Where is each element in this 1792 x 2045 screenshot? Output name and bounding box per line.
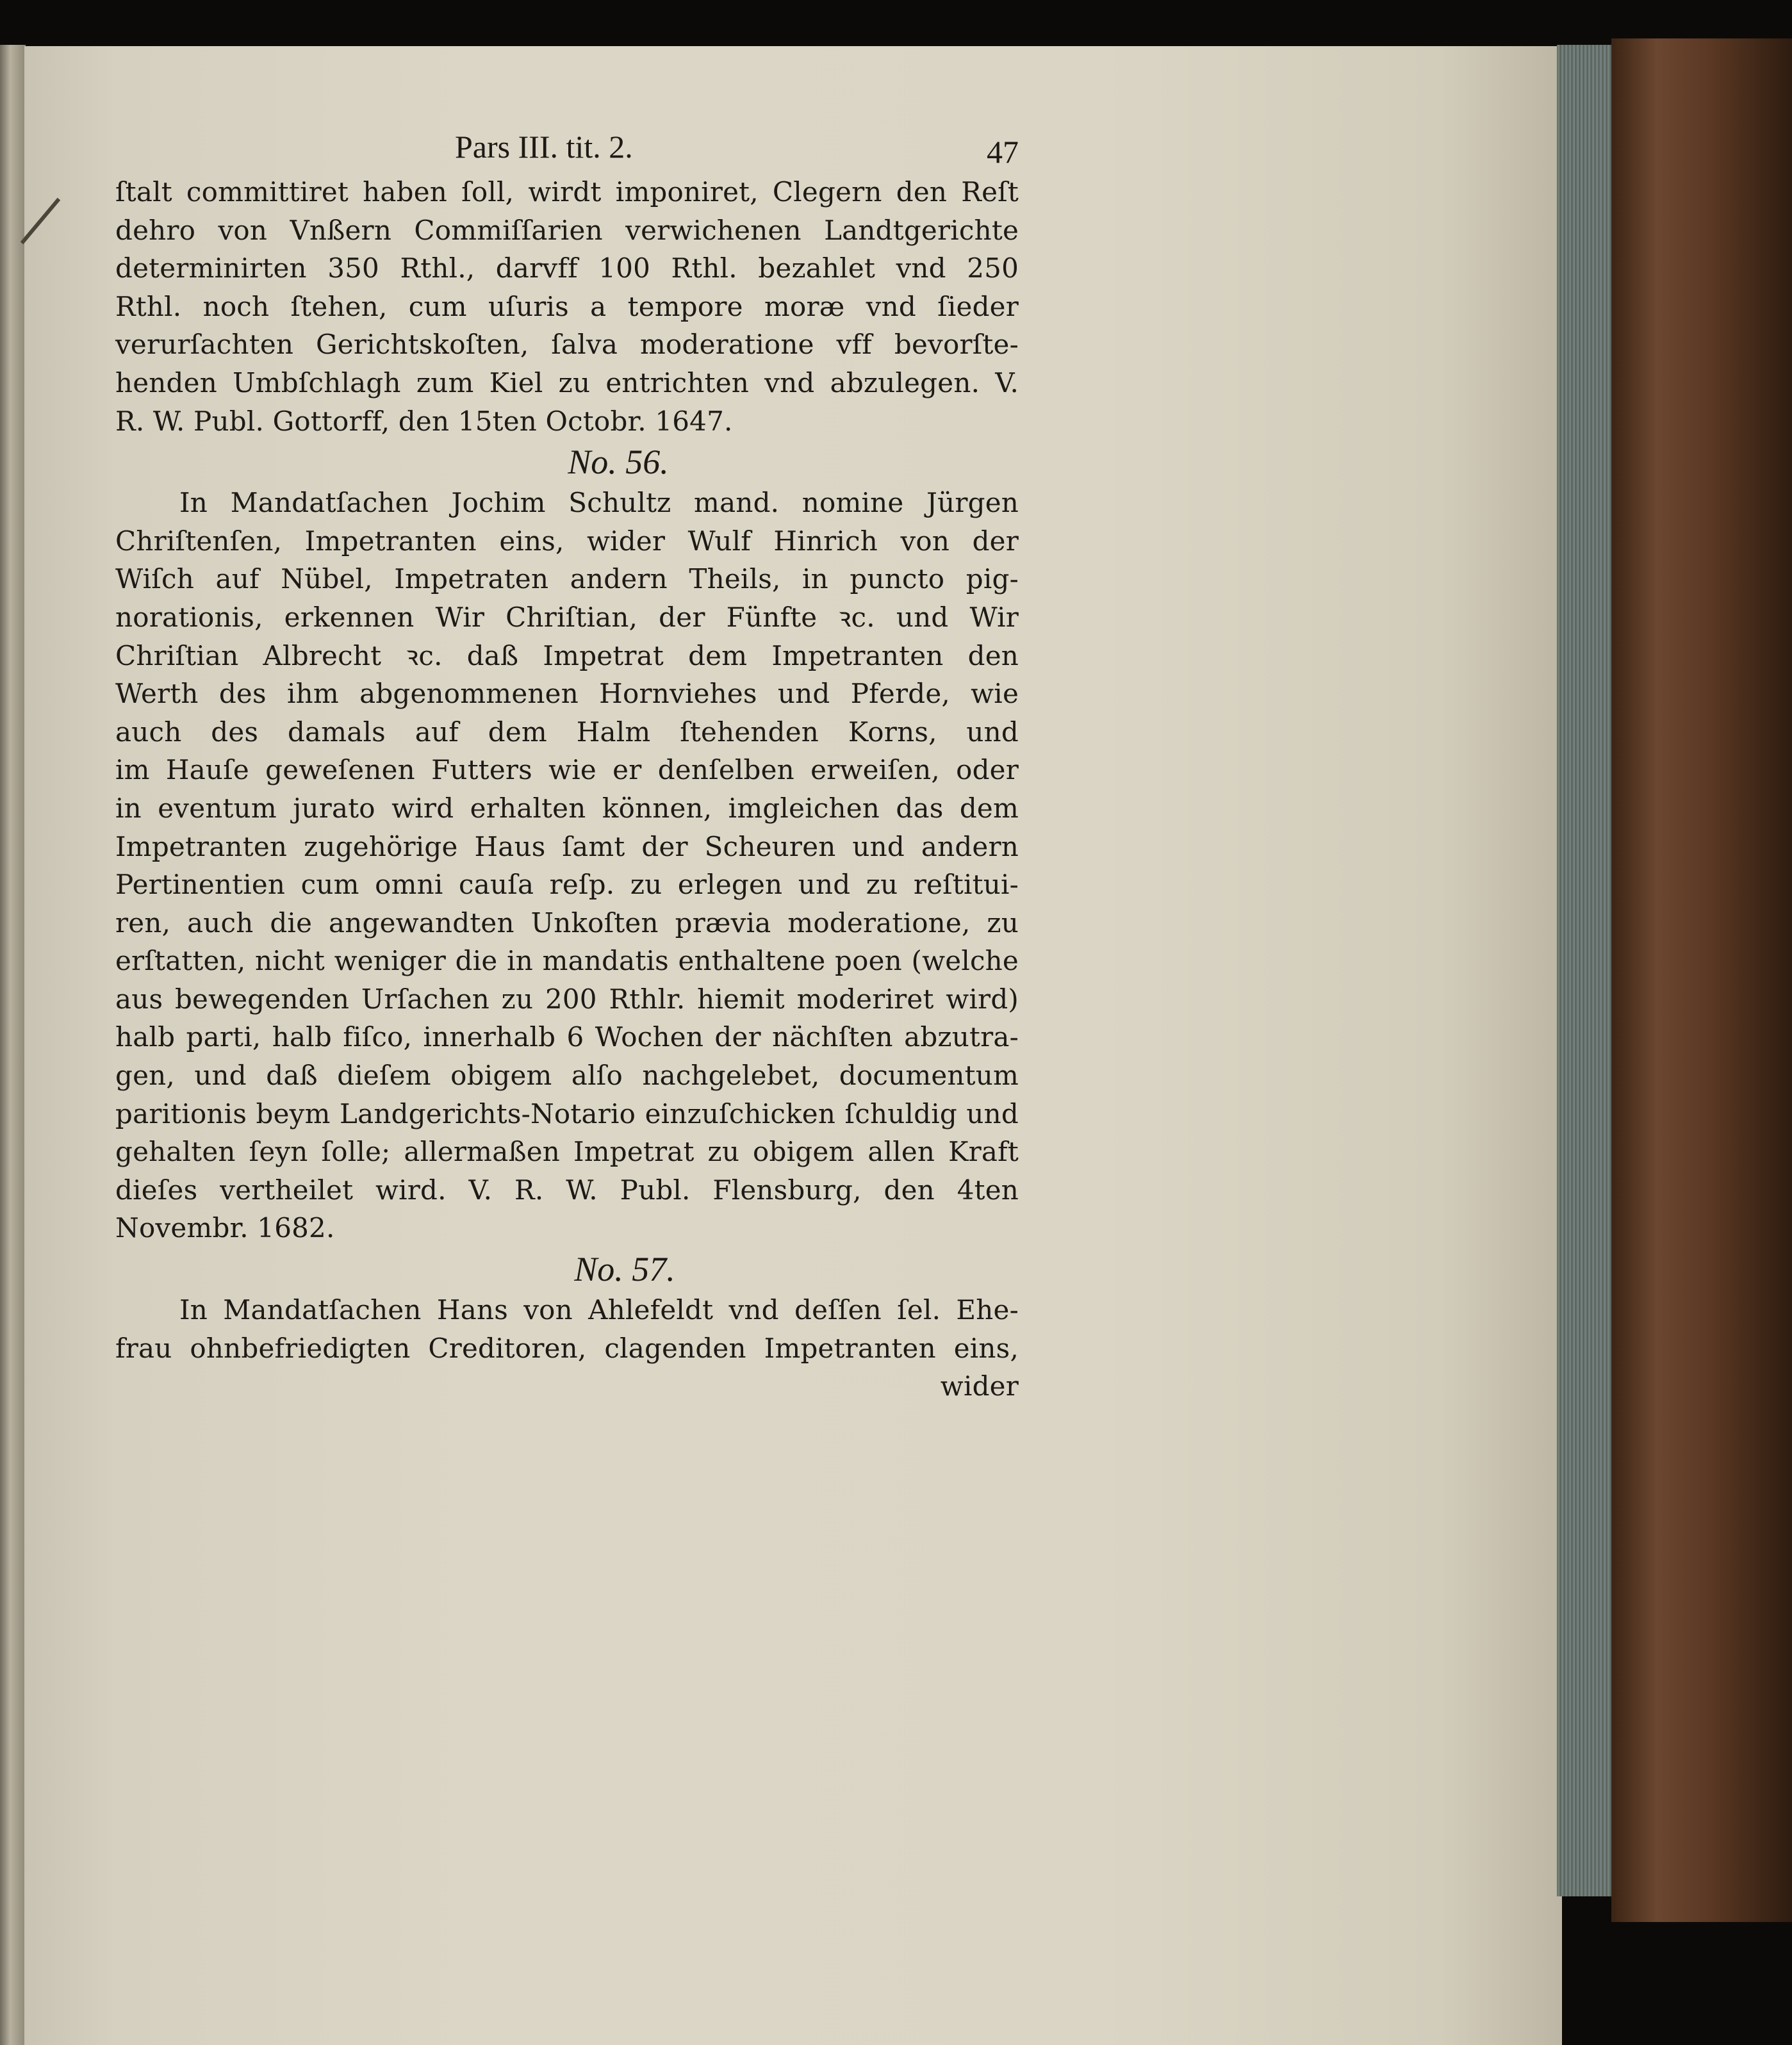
- text-line: Chriſtian Albrecht ꝛc. daß Impetrat dem Impetranten den: [115, 639, 1019, 671]
- text-line: erſtatten, nicht weniger die in mandatis enthaltene poen (welche: [115, 945, 1019, 977]
- text-line: R. W. Publ. Gottorff, den 15ten Octobr. 1647.: [115, 405, 733, 437]
- text-line: In Mandatſachen Jochim Schultz mand. nomine Jürgen: [179, 487, 1019, 519]
- text-line: im Hauſe geweſenen Futters wie er denſelben erweiſen, oder: [115, 754, 1019, 786]
- text-line: Impetranten zugehörige Haus ſamt der Scheuren und andern: [115, 830, 1019, 862]
- text-line: henden Umbſchlagh zum Kiel zu entrichten vnd abzulegen. V.: [115, 366, 1019, 398]
- text-line: Rthl. noch ſtehen, cum uſuris a tempore moræ vnd ſieder: [115, 290, 1019, 322]
- section-56-paragraph: [115, 484, 1019, 1247]
- text-line: paritionis beym Landgerichts-Notario einzuſchicken ſchuldig und: [115, 1097, 1019, 1129]
- text-line: ren, auch die angewandten Unkoſten prævia moderatione, zu: [115, 907, 1019, 939]
- text-line: dieſes vertheilet wird. V. R. W. Publ. Flensburg, den 4ten: [115, 1174, 1019, 1206]
- section-heading-56: No. 56.: [568, 443, 669, 482]
- text-line: ſtalt committiret haben ſoll, wirdt imponiret, Clegern den Reſt: [115, 176, 1019, 208]
- continuation-paragraph: [115, 173, 1019, 440]
- leather-binding: [1611, 38, 1792, 1922]
- text-line: Werth des ihm abgenommenen Hornviehes und Pferde, wie: [115, 678, 1019, 710]
- text-line: aus bewegenden Urſachen zu 200 Rthlr. hiemit moderiret wird): [115, 983, 1019, 1015]
- text-line: Wiſch auf Nübel, Impetraten andern Theils, in puncto pig-: [115, 563, 1019, 595]
- text-line: determinirten 350 Rthl., darvff 100 Rthl. bezahlet vnd 250: [115, 252, 1019, 284]
- facing-page-edge: [0, 45, 26, 2045]
- text-line: in eventum jurato wird erhalten können, imgleichen das dem: [115, 792, 1019, 824]
- text-line: In Mandatſachen Hans von Ahlefeldt vnd deſſen ſel. Ehe-: [179, 1294, 1019, 1326]
- page-number: 47: [987, 134, 1019, 170]
- text-line: Chriſtenſen, Impetranten eins, wider Wulf Hinrich von der: [115, 525, 1019, 557]
- text-line: verurſachten Gerichtskoſten, ſalva moderatione vff bevorſte-: [115, 329, 1019, 361]
- text-line: auch des damals auf dem Halm ſtehenden Korns, und: [115, 716, 1019, 748]
- page-block-edge: [1557, 45, 1615, 1896]
- running-title: Pars III. tit. 2.: [455, 129, 633, 165]
- text-line: gehalten ſeyn ſolle; allermaßen Impetrat zu obigem allen Kraft: [115, 1136, 1019, 1168]
- running-head: [115, 128, 1019, 173]
- text-line: Novembr. 1682.: [115, 1212, 335, 1244]
- text-line: dehro von Vnßern Commiſſarien verwichenen Landtgerichte: [115, 214, 1019, 246]
- section-57-paragraph: [115, 1291, 1019, 1406]
- section-heading-57: No. 57.: [574, 1250, 675, 1289]
- text-line: norationis, erkennen Wir Chriſtian, der Fünfte ꝛc. und Wir: [115, 601, 1019, 633]
- text-line: gen, und daß dieſem obigem alſo nachgelebet, documentum: [115, 1060, 1019, 1092]
- catchword: wider: [940, 1370, 1019, 1402]
- text-line: halb parti, halb fiſco, innerhalb 6 Wochen der nächſten abzutra-: [115, 1021, 1019, 1053]
- text-block: [115, 128, 1019, 1406]
- text-line: frau ohnbefriedigten Creditoren, clagenden Impetranten eins,: [115, 1332, 1019, 1364]
- text-line: Pertinentien cum omni cauſa reſp. zu erlegen und zu reſtitui-: [115, 869, 1019, 901]
